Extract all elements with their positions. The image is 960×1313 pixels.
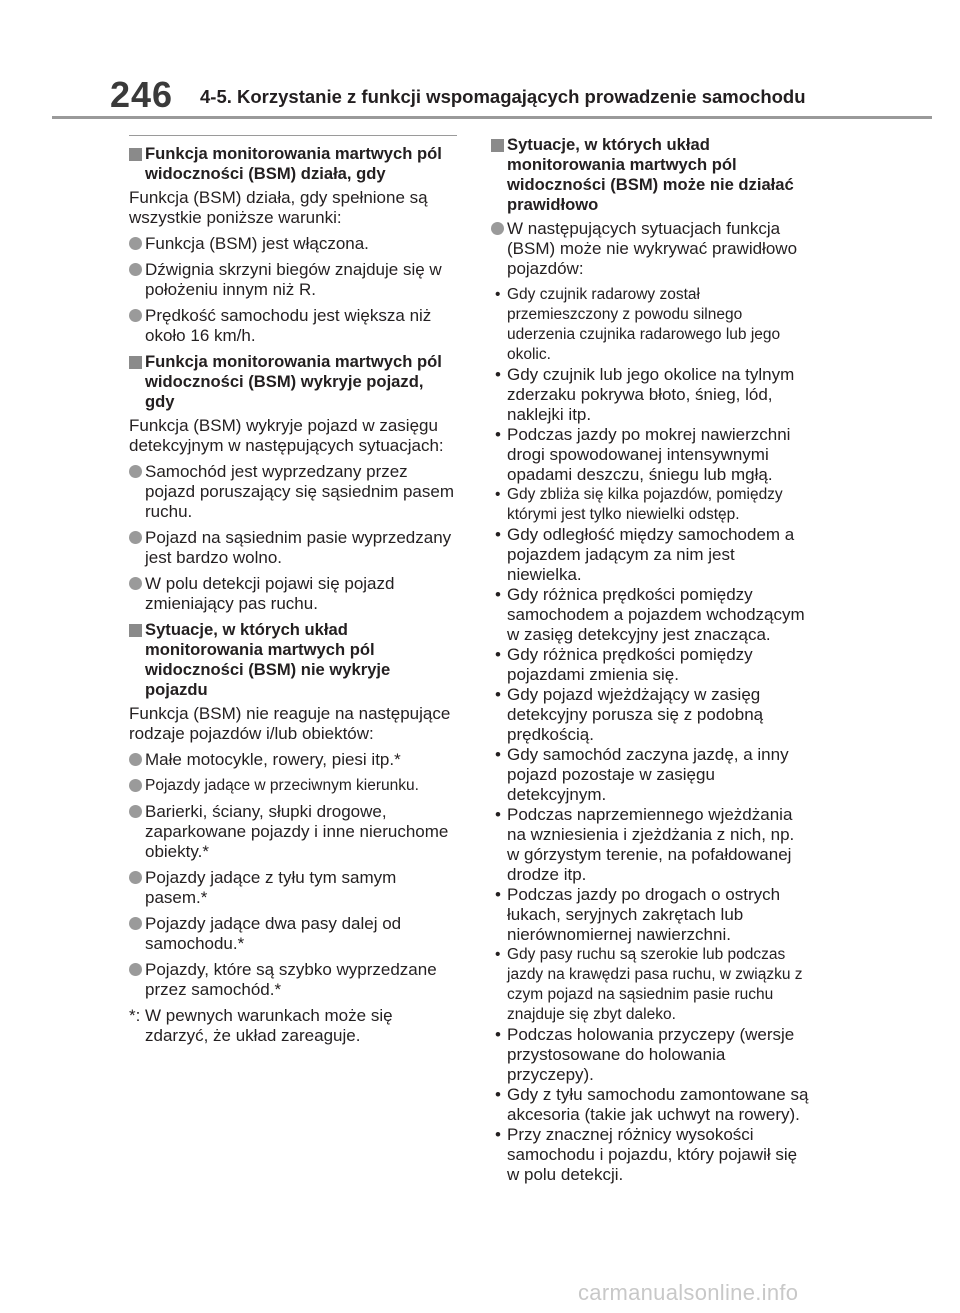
list-item: W polu detekcji pojawi się pojazd zmieniający pas ruchu. — [117, 574, 457, 614]
section-divider — [129, 135, 457, 136]
round-bullet-icon — [129, 263, 142, 276]
bullet-item: • Gdy z tyłu samochodu zamontowane są akcesoria (takie jak uchwyt na rowery). — [495, 1085, 809, 1124]
round-bullet-icon — [129, 871, 142, 884]
round-bullet-icon — [129, 237, 142, 250]
watermark: carmanualsonline.info — [578, 1280, 799, 1305]
bullet-item: • Gdy różnica prędkości pomiędzy pojazdami zmienia się. — [495, 645, 753, 684]
square-bullet-icon — [491, 139, 504, 152]
bullet-item: • Gdy zbliża się kilka pojazdów, pomiędzy którymi jest tylko niewielki odstęp. — [495, 486, 783, 523]
round-bullet-icon — [129, 963, 142, 976]
list-item: Małe motocykle, rowery, piesi itp.* — [117, 750, 457, 770]
bullet-item: • Gdy czujnik radarowy został przemieszczony z powodu silnego uderzenia czujnika radarowego lub jego okolic. — [495, 286, 781, 363]
square-bullet-icon — [129, 356, 142, 369]
round-bullet-icon — [129, 465, 142, 478]
bullet-item: • Przy znacznej różnicy wysokości samochodu i pojazdu, który pojawił się w polu detekcji. — [495, 1125, 798, 1184]
list-item: Pojazd na sąsiednim pasie wyprzedzany jest bardzo wolno. — [117, 528, 457, 568]
round-bullet-icon — [129, 753, 142, 766]
list-item: W następujących sytuacjach funkcja (BSM) może nie wykrywać prawidłowo pojazdów: — [479, 219, 809, 279]
bullet-item: • Podczas jazdy po drogach o ostrych łukach, seryjnych zakrętach lub nierównomiernej nawierzchni. — [495, 885, 781, 944]
left-column — [117, 135, 457, 1046]
bullet-item: • Podczas naprzemiennego wjeżdżania na wzniesienia i zjeżdżania z nich, np. w górzystym terenie, na pofałdowanej drodze itp. — [495, 805, 795, 884]
square-bullet-icon — [129, 624, 142, 637]
bullet-item: • Podczas jazdy po mokrej nawierzchni drogi spowodowanej intensywnymi opadami deszczu, śniegu lub mgłą. — [495, 425, 791, 484]
round-bullet-icon — [491, 222, 504, 235]
page-number: 246 — [110, 74, 174, 115]
list-item: Pojazdy jadące dwa pasy dalej od samochodu.* — [117, 914, 457, 954]
bullet-item: • Gdy pasy ruchu są szerokie lub podczas jazdy na krawędzi pasa ruchu, w związku z czym pojazd na sąsiednim pasie ruchu znajduje się zbyt daleko. — [495, 946, 803, 1023]
bullet-item: • Gdy odległość między samochodem a pojazdem jadącym za nim jest niewielka. — [495, 525, 795, 584]
bullet-item: • Gdy samochód zaczyna jazdę, a inny pojazd pozostaje w zasięgu detekcyjnym. — [495, 745, 789, 804]
round-bullet-icon — [129, 779, 142, 792]
section-heading: Funkcja monitorowania martwych pól widoczności (BSM) wykryje pojazd, gdy — [117, 352, 457, 412]
bullet-item: • Gdy różnica prędkości pomiędzy samochodem a pojazdem wchodzącym w zasięg detekcyjny jest znacząca. — [495, 585, 805, 644]
section-heading: Sytuacje, w których układ monitorowania martwych pól widoczności (BSM) nie wykryje pojazdu — [117, 620, 457, 700]
square-bullet-icon — [129, 148, 142, 161]
list-item: Prędkość samochodu jest większa niż około 16 km/h. — [117, 306, 457, 346]
footnote-text: W pewnych warunkach może się zdarzyć, że układ zareaguje. — [145, 1006, 393, 1045]
round-bullet-icon — [129, 309, 142, 322]
page-header — [110, 74, 930, 118]
list-item: Samochód jest wyprzedzany przez pojazd poruszający się sąsiednim pasem ruchu. — [117, 462, 457, 522]
round-bullet-icon — [129, 917, 142, 930]
list-item: Pojazdy, które są szybko wyprzedzane przez samochód.* — [117, 960, 457, 1000]
list-item: Pojazdy jadące z tyłu tym samym pasem.* — [117, 868, 457, 908]
section-heading: Funkcja monitorowania martwych pól widoczności (BSM) działa, gdy — [117, 144, 457, 184]
footnote-marker: *: — [129, 1006, 141, 1025]
section-intro: Funkcja (BSM) nie reaguje na następujące rodzaje pojazdów i/lub obiektów: — [129, 704, 451, 743]
round-bullet-icon — [129, 805, 142, 818]
bullet-item: • Gdy czujnik lub jego okolice na tylnym zderzaku pokrywa błoto, śnieg, lód, naklejki itp. — [495, 365, 795, 424]
header-divider — [52, 116, 932, 119]
list-item: Funkcja (BSM) jest włączona. — [117, 234, 457, 254]
section-intro: Funkcja (BSM) wykryje pojazd w zasięgu detekcyjnym w następujących sytuacjach: — [129, 416, 444, 455]
footnote — [117, 1006, 457, 1046]
round-bullet-icon — [129, 577, 142, 590]
list-item: Dźwignia skrzyni biegów znajduje się w położeniu innym niż R. — [117, 260, 457, 300]
list-item: Barierki, ściany, słupki drogowe, zaparkowane pojazdy i inne nieruchome obiekty.* — [117, 802, 457, 862]
chapter-title: 4-5. Korzystanie z funkcji wspomagających prowadzenie samochodu — [200, 86, 806, 107]
list-item: Pojazdy jadące w przeciwnym kierunku. — [117, 776, 457, 796]
round-bullet-icon — [129, 531, 142, 544]
section-intro: Funkcja (BSM) działa, gdy spełnione są wszystkie poniższe warunki: — [129, 188, 428, 227]
section-heading: Sytuacje, w których układ monitorowania martwych pól widoczności (BSM) może nie działać prawidłowo — [479, 135, 809, 215]
right-column — [479, 135, 809, 1185]
bullet-item: • Podczas holowania przyczepy (wersje przystosowane do holowania przyczepy). — [495, 1025, 795, 1084]
bullet-item: • Gdy pojazd wjeżdżający w zasięg detekcyjny porusza się z podobną prędkością. — [495, 685, 764, 744]
